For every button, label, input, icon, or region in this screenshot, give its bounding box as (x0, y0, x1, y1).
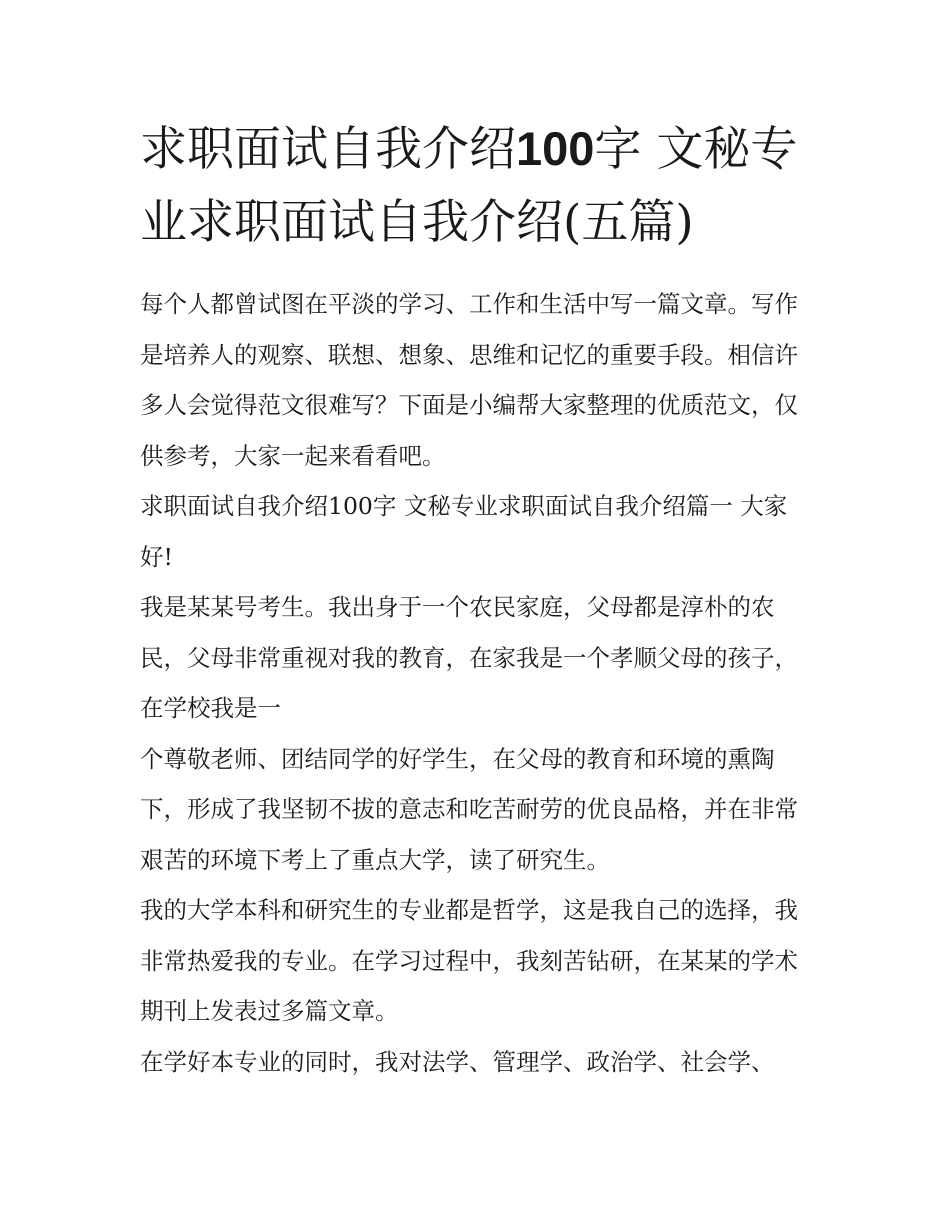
title-number: 100 (516, 122, 595, 175)
paragraph: 我是某某号考生。我出身于一个农民家庭，父母都是淳朴的农民，父母非常重视对我的教育，在家我是一个孝顺父母的孩子，在学校我是一 (140, 593, 798, 722)
paragraph: 我的大学本科和研究生的专业都是哲学，这是我自己的选择，我非常热爱我的专业。在学习过程中，我刻苦钻研，在某某的学术期刊上发表过多篇文章。 (140, 896, 798, 1025)
paragraph-intro: 每个人都曾试图在平淡的学习、工作和生活中写一篇文章。写作是培养人的观察、联想、想象、思维和记忆的重要手段。相信许多人会觉得范文很难写？下面是小编帮大家整理的优质范文，仅供参考，大家一起来看看吧。 (140, 290, 798, 470)
paragraph: 在学好本专业的同时，我对法学、管理学、政治学、社会学、 (140, 1047, 775, 1076)
paragraph: 个尊敬老师、团结同学的好学生，在父母的教育和环境的熏陶下，形成了我坚韧不拔的意志和吃苦耐劳的优良品格，并在非常艰苦的环境下考上了重点大学，读了研究生。 (140, 744, 798, 874)
document-page (140, 112, 820, 1087)
title-text-2: 字 文秘专业求职面试自我介绍(五篇) (140, 122, 798, 250)
document-title (140, 112, 820, 259)
paragraph-heading-one: 求职面试自我介绍100字 文秘专业求职面试自我介绍篇一 大家好! (140, 492, 788, 571)
document-body (140, 279, 820, 1087)
title-text-1: 求职面试自我介绍 (140, 122, 516, 177)
